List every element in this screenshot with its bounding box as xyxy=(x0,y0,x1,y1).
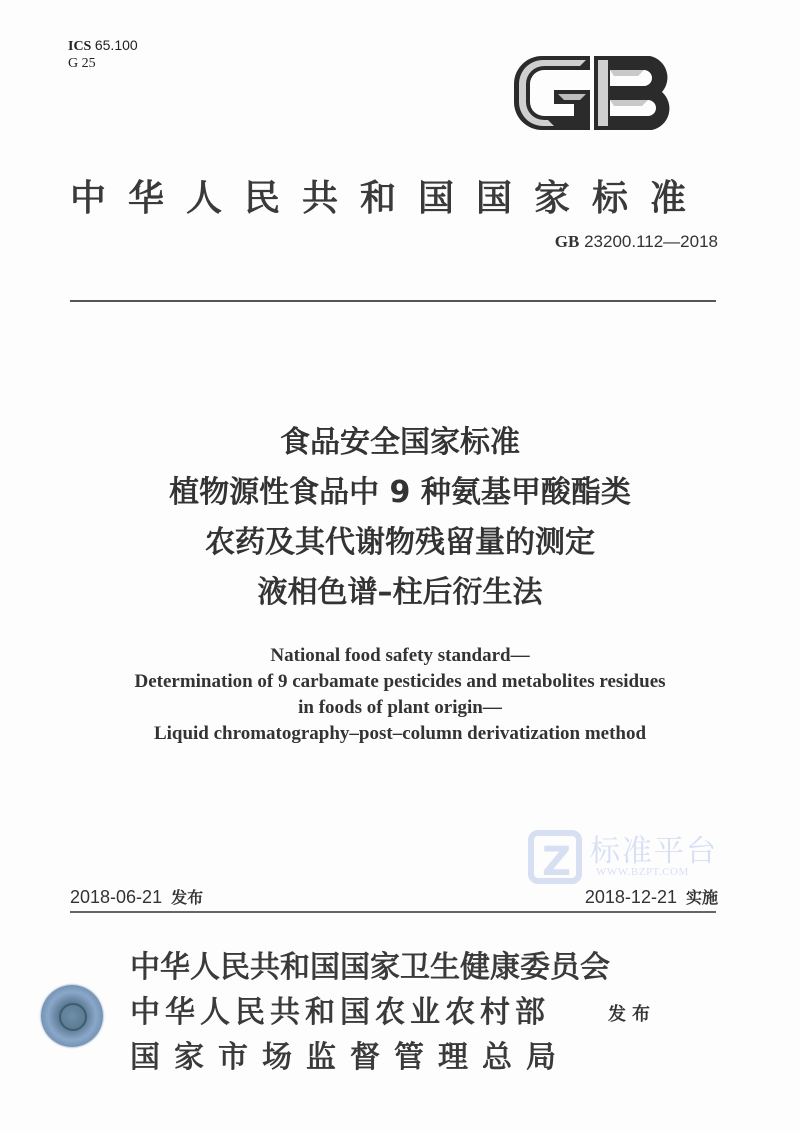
issuer: 中华人民共和国国家卫生健康委员会 xyxy=(130,950,610,985)
effective-date-label: 实施 xyxy=(685,890,718,907)
chinese-title xyxy=(0,418,800,618)
publish-date-label: 发布 xyxy=(171,890,204,907)
chinese-title-line: 食品安全国家标准 xyxy=(280,425,520,460)
chinese-title-line: 植物源性食品中 9 种氨基甲酸酯类 xyxy=(169,475,631,510)
issuer: 中华人民共和国农业农村部 xyxy=(130,995,550,1030)
publish-date-value: 2018-06-21 xyxy=(70,887,163,907)
ccs-code: G 25 xyxy=(68,56,96,71)
effective-date-value: 2018-12-21 xyxy=(584,887,677,907)
watermark-brand: 标准平台 xyxy=(590,834,718,869)
chinese-title-line: 液相色谱–柱后衍生法 xyxy=(257,575,543,610)
issuing-authorities xyxy=(130,945,610,1080)
gb-logo-icon xyxy=(510,52,678,134)
english-title-line: National food safety standard— xyxy=(270,645,530,666)
issuer: 国家市场监督管理总局 xyxy=(130,1040,570,1075)
publish-date xyxy=(70,885,203,908)
watermark-logo-icon: Z xyxy=(528,830,582,884)
standard-number xyxy=(555,232,718,252)
effective-date xyxy=(585,885,718,908)
hologram-seal-icon xyxy=(41,985,103,1047)
national-standard-heading: 中华人民共和国国家标准 xyxy=(70,178,709,219)
ics-code xyxy=(68,37,138,55)
english-title-line: Liquid chromatography–post–column derivatization method xyxy=(153,723,647,744)
english-title-line: in foods of plant origin— xyxy=(298,697,502,718)
top-divider xyxy=(70,300,716,302)
standard-code: 23200.112—2018 xyxy=(584,232,718,251)
ics-label: ICS xyxy=(68,39,92,54)
classification-codes xyxy=(68,37,138,72)
watermark-url: WWW.BZPT.COM xyxy=(596,866,689,878)
issue-label: 发布 xyxy=(608,1004,656,1025)
english-title xyxy=(0,643,800,747)
watermark xyxy=(528,826,728,890)
english-title-line: Determination of 9 carbamate pesticides and metabolites residues xyxy=(134,671,666,692)
ics-value: 65.100 xyxy=(94,37,138,53)
chinese-title-line: 农药及其代谢物残留量的测定 xyxy=(205,525,595,560)
standard-prefix: GB xyxy=(554,232,580,251)
bottom-divider xyxy=(70,911,716,913)
